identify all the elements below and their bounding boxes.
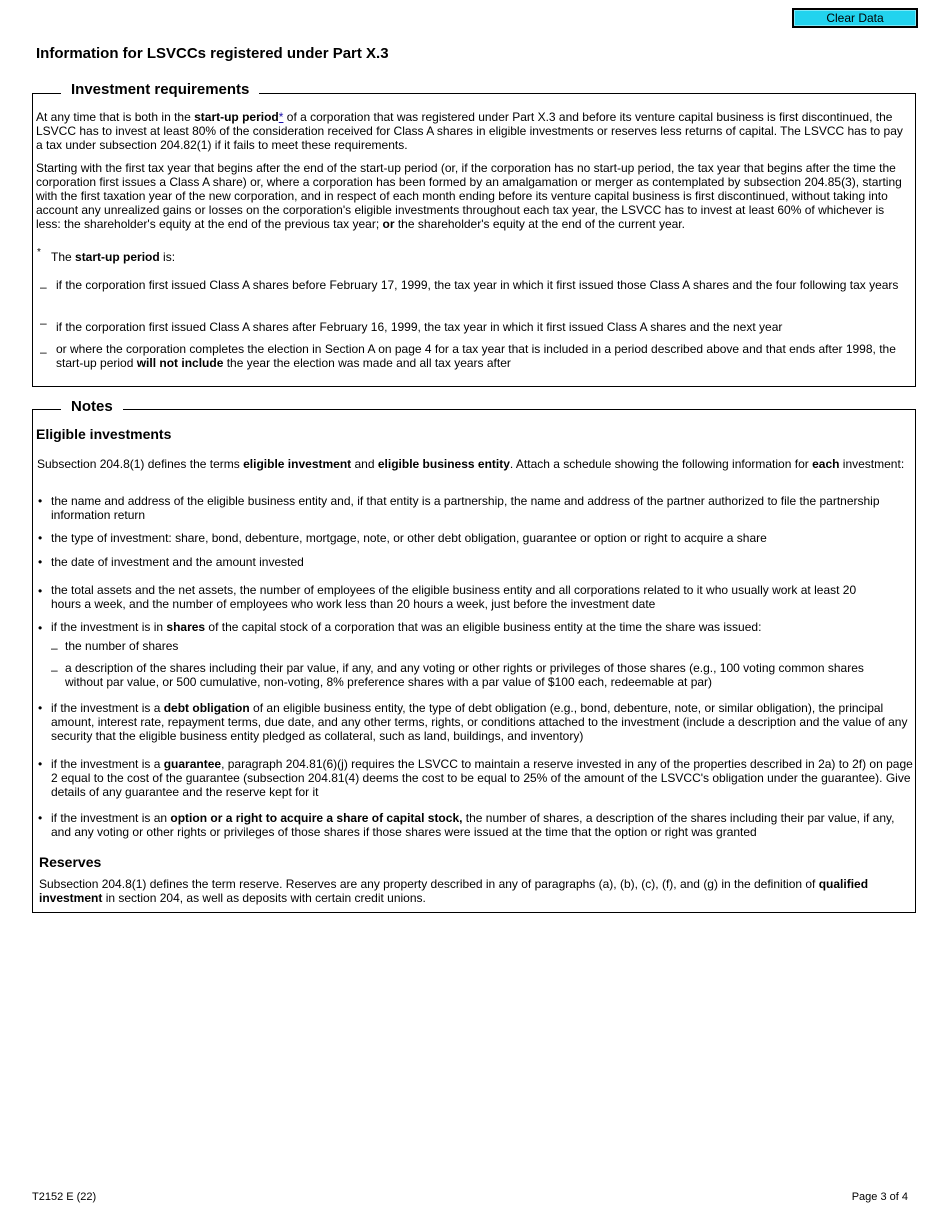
note-subitem-share-description: a description of the shares including their par value, if any, and any voting or other rights or privileges of those shares (e.g., 100 voting common shares without par value, or 500 cumulative, non-voting, 8% preference shares with a par value of $100 each, redeemable at par) (65, 661, 864, 689)
clear-data-button[interactable]: Clear Data (792, 8, 918, 28)
form-id: T2152 E (22) (32, 1191, 97, 1203)
investment-requirements-legend: Investment requirements (61, 80, 259, 100)
notes-legend: Notes (61, 397, 123, 417)
note-subitem-number-of-shares: the number of shares (65, 639, 179, 653)
note-item-shares: if the investment is in shares of the capital stock of a corporation that was an eligible business entity at the time the share was issued: (51, 620, 762, 634)
investment-requirements-para-1: At any time that is both in the start-up period* of a corporation that was registered under Part X.3 and before its venture capital business is first discontinued, the LSVCC has to invest at least 80% of the consideration received for Class A shares in eligible investments or reserves less returns of capital. The LSVCC has to pay a tax under subsection 204.82(1) if it fails to meet these requirements. (36, 110, 903, 152)
page-number: Page 3 of 4 (851, 1191, 908, 1203)
bullet-marker: • (38, 494, 43, 508)
dash-marker: – (51, 641, 58, 655)
note-item-debt-obligation: if the investment is a debt obligation of an eligible business entity, the type of debt obligation (e.g., bond, debenture, note, or similar obligation), the principal amount, interest rate, repayment terms, due date, and any other terms, rights, or conditions attached to the investment (include a description and the value of any security that the eligible business entity pledged as collateral, such as land, buildings, and inventory) (51, 701, 908, 743)
startup-period-footnote-link[interactable]: * (278, 110, 284, 124)
bullet-marker: • (38, 531, 43, 545)
note-item-assets: the total assets and the net assets, the number of employees of the eligible business entity and all corporations related to it who usually work at least 20 hours a week, and the number of employees who work less than 20 hours a week, just before the investment date (51, 583, 857, 611)
note-item-guarantee: if the investment is a guarantee, paragraph 204.81(6)(j) requires the LSVCC to maintain a reserve invested in any of the properties described in 2a) to 2f) on page 2 equal to the cost of the guarantee (subsection 204.81(4) deems the cost to be equal to 25% of the amount of the LSVCC's obligation under the guarantee). Give details of any guarantee and the reserve kept for it (51, 757, 913, 799)
bullet-marker: • (38, 811, 43, 825)
note-item-option-right: if the investment is an option or a right to acquire a share of capital stock, the number of shares, a description of the shares including their par value, if any, and any voting or other rights or privileges of those shares if those shares were issued at the time that the option or right was granted (51, 811, 895, 839)
note-item-type: the type of investment: share, bond, debenture, mortgage, note, or other debt obligation, guarantee or option or right to acquire a share (51, 531, 767, 545)
note-item-date: the date of investment and the amount invested (51, 555, 304, 569)
bullet-marker: • (38, 584, 43, 598)
page-title: Information for LSVCCs registered under Part X.3 (36, 45, 389, 62)
reserves-text: Subsection 204.8(1) defines the term reserve. Reserves are any property described in any of paragraphs (a), (b), (c), (f), and (g) in the definition of qualified investment in section 204, as well as deposits with certain credit unions. (39, 877, 869, 905)
dash-marker: – (40, 280, 47, 294)
bullet-marker: • (38, 621, 43, 635)
bullet-marker: • (38, 757, 43, 771)
startup-item-2: if the corporation first issued Class A shares after February 16, 1999, the tax year in which it first issued Class A shares and the next year (56, 320, 783, 334)
eligible-investments-heading: Eligible investments (36, 426, 172, 442)
bullet-marker: • (38, 701, 43, 715)
startup-period-heading: The start-up period is: (51, 250, 176, 264)
reserves-heading: Reserves (39, 854, 102, 870)
startup-item-3: or where the corporation completes the election in Section A on page 4 for a tax year that is included in a period described above and that ends after 1998, the start-up period will not include the year the election was made and all tax years after (56, 342, 896, 370)
dash-marker: – (51, 663, 58, 677)
dash-marker: – (40, 316, 47, 330)
dash-marker: – (40, 345, 47, 359)
bullet-marker: • (38, 555, 43, 569)
startup-footnote-star: * (37, 247, 41, 258)
investment-requirements-para-2: Starting with the first tax year that begins after the end of the start-up period (or, if the corporation has no start-up period, the tax year that begins after the time the corporation first issues a Class A share) or, where a corporation has been formed by an amalgamation or merger as contemplated by subsection 204.85(3), starting with the first taxation year of the new corporation, and in respect of each month ending before its venture capital business is first discontinued, without taking into account any unrealized gains or losses on the corporation's eligible investments throughout each tax year, the LSVCC has to invest at least 60% of whichever is less: the shareholder's equity at the end of the previous tax year; or the shareholder's equity at the end of the current year. (36, 161, 902, 231)
eligible-intro: Subsection 204.8(1) defines the terms eligible investment and eligible business entity. Attach a schedule showing the following information for each investment: (37, 457, 905, 471)
startup-item-1: if the corporation first issued Class A shares before February 17, 1999, the tax year in which it first issued those Class A shares and the four following tax years (56, 278, 899, 292)
note-item-name-address: the name and address of the eligible business entity and, if that entity is a partnership, the name and address of the partner authorized to file the partnership information return (51, 494, 880, 522)
